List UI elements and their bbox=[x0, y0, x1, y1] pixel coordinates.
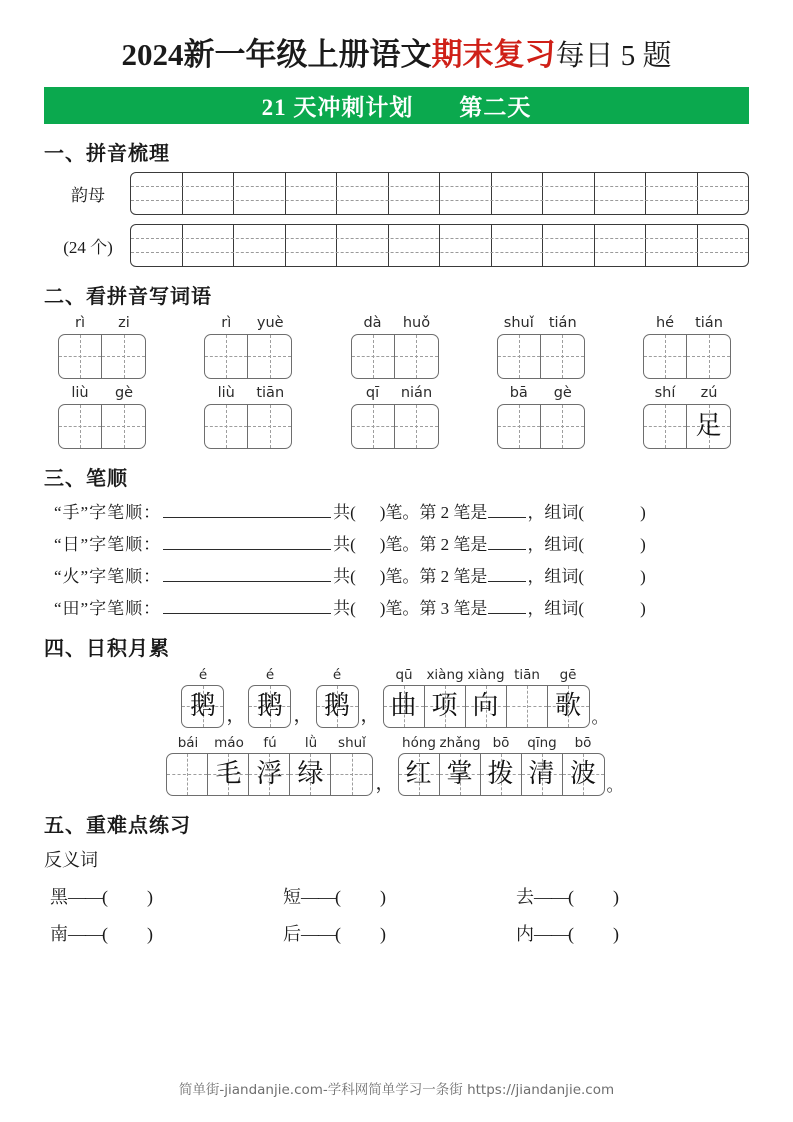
section1-heading: 一、拼音梳理 bbox=[44, 142, 170, 165]
stroke-order-char: “日”字笔顺： bbox=[54, 534, 162, 554]
antonym-item bbox=[50, 920, 283, 946]
tianzige-char: 项 bbox=[431, 691, 458, 721]
banner-plan-label: 21 天冲刺计划 bbox=[261, 94, 414, 120]
pinyin-annotation bbox=[643, 315, 731, 331]
tianzige-char: 足 bbox=[695, 411, 722, 441]
tianzige-cell[interactable] bbox=[481, 754, 522, 795]
pinyin-cell[interactable] bbox=[595, 173, 647, 214]
tianzige-cell[interactable] bbox=[399, 754, 440, 795]
title-highlight: 期末复习 bbox=[431, 37, 556, 72]
pinyin-cell[interactable] bbox=[646, 225, 698, 266]
pinyin-row-2 bbox=[46, 224, 749, 267]
pinyin-cell[interactable] bbox=[183, 173, 235, 214]
pinyin-syllable: hóng bbox=[402, 734, 436, 751]
antonym-word: 南 bbox=[50, 923, 68, 944]
section5-body bbox=[44, 883, 749, 946]
antonym-item bbox=[50, 883, 283, 909]
tianzige-cell[interactable] bbox=[425, 686, 466, 727]
pinyin-annotation bbox=[497, 315, 585, 331]
section3-heading: 三、笔顺 bbox=[44, 467, 128, 490]
antonym-close: ) bbox=[147, 923, 153, 944]
pinyin-syllable: xiàng bbox=[467, 666, 505, 683]
tianzige-cell[interactable] bbox=[644, 405, 687, 448]
pinyin-syllable: lǜ bbox=[304, 734, 318, 751]
tianzige-cell[interactable] bbox=[205, 405, 248, 448]
pinyin-syllable: hé bbox=[655, 314, 675, 331]
stroke-order-row bbox=[54, 530, 749, 555]
pinyin-annotation bbox=[58, 315, 146, 331]
plan-banner bbox=[44, 87, 749, 124]
tianzige-box[interactable] bbox=[497, 404, 585, 449]
stroke-order-row bbox=[54, 562, 749, 587]
tianzige-box[interactable] bbox=[204, 404, 292, 449]
pinyin-syllable: gē bbox=[559, 666, 577, 683]
pinyin-syllable: liù bbox=[217, 384, 235, 401]
word-writing-row bbox=[44, 315, 749, 379]
section2-body bbox=[44, 315, 749, 449]
poem-punctuation: 。 bbox=[606, 775, 624, 795]
stroke-order-row bbox=[54, 498, 749, 523]
tianzige-box[interactable] bbox=[248, 685, 291, 728]
tianzige-box[interactable] bbox=[398, 753, 605, 796]
pinyin-syllable: qī bbox=[365, 384, 380, 401]
pinyin-syllable: tián bbox=[695, 314, 723, 331]
pinyin-annotation bbox=[204, 315, 292, 331]
word-form-close: ) bbox=[640, 598, 646, 618]
pinyin-cell[interactable] bbox=[234, 173, 286, 214]
word-form-label: ，组词( bbox=[527, 502, 585, 522]
tianzige-box[interactable] bbox=[497, 334, 585, 379]
tianzige-box[interactable] bbox=[166, 753, 373, 796]
antonym-dash: ——( bbox=[534, 923, 573, 944]
stroke-answer-blank[interactable] bbox=[488, 537, 526, 550]
section2-heading: 二、看拼音写词语 bbox=[44, 285, 212, 308]
word-form-label: ，组词( bbox=[527, 534, 585, 554]
title-subject: 新一年级上册语文 bbox=[183, 37, 432, 72]
tianzige-char: 波 bbox=[569, 759, 596, 789]
pinyin-syllable: qīng bbox=[527, 734, 557, 751]
pinyin-cell[interactable] bbox=[492, 225, 544, 266]
tianzige-char: 鹅 bbox=[323, 691, 350, 721]
pinyin-grid-row1[interactable] bbox=[130, 172, 749, 215]
tianzige-box[interactable] bbox=[643, 334, 731, 379]
pinyin-annotation bbox=[167, 735, 372, 751]
tianzige-cell[interactable] bbox=[182, 686, 223, 727]
pinyin-label-yunmu: 韵母 bbox=[71, 185, 105, 205]
tianzige-char: 向 bbox=[472, 691, 499, 721]
tianzige-cell[interactable] bbox=[248, 405, 291, 448]
antonym-word: 黑 bbox=[50, 886, 68, 907]
stroke-index-label: )笔。第 2 笔是 bbox=[379, 566, 488, 586]
pinyin-cell[interactable] bbox=[131, 225, 183, 266]
antonym-word: 去 bbox=[516, 886, 534, 907]
pinyin-syllable: nián bbox=[400, 384, 433, 401]
poem-punctuation: ， bbox=[375, 772, 395, 794]
pinyin-syllable: bái bbox=[177, 734, 199, 751]
word-writing-item bbox=[497, 315, 585, 379]
tianzige-cell[interactable] bbox=[248, 335, 291, 378]
pinyin-syllable: bā bbox=[509, 384, 528, 401]
pinyin-annotation bbox=[497, 385, 585, 401]
tianzige-cell[interactable] bbox=[498, 335, 541, 378]
tianzige-char: 曲 bbox=[390, 691, 417, 721]
pinyin-syllable: gè bbox=[114, 384, 134, 401]
section3-body bbox=[44, 498, 749, 619]
pinyin-syllable: huǒ bbox=[402, 314, 431, 331]
tianzige-box[interactable] bbox=[351, 334, 439, 379]
pinyin-cell[interactable] bbox=[646, 173, 698, 214]
antonym-close: ) bbox=[380, 886, 386, 907]
section4-body bbox=[44, 667, 749, 796]
tianzige-cell[interactable] bbox=[687, 335, 730, 378]
word-writing-item bbox=[58, 385, 146, 449]
word-writing-row bbox=[44, 385, 749, 449]
pinyin-syllable: máo bbox=[214, 734, 244, 751]
pinyin-annotation bbox=[643, 385, 731, 401]
word-form-label: ，组词( bbox=[527, 598, 585, 618]
stroke-order-char: “火”字笔顺： bbox=[54, 566, 162, 586]
word-writing-item bbox=[643, 385, 731, 449]
tianzige-cell[interactable] bbox=[507, 686, 548, 727]
pinyin-syllable: shuǐ bbox=[503, 314, 534, 331]
tianzige-box[interactable] bbox=[181, 685, 224, 728]
pinyin-annotation bbox=[249, 667, 290, 683]
tianzige-char: 浮 bbox=[256, 759, 283, 789]
tianzige-char: 红 bbox=[405, 759, 432, 789]
pinyin-syllable: bō bbox=[574, 734, 592, 751]
pinyin-syllable: zi bbox=[118, 314, 130, 331]
antonym-dash: ——( bbox=[301, 923, 340, 944]
stroke-total-label: 共( bbox=[333, 598, 356, 618]
pinyin-syllable: xiàng bbox=[426, 666, 464, 683]
pinyin-cell[interactable] bbox=[131, 173, 183, 214]
antonym-row bbox=[50, 920, 749, 946]
tianzige-cell[interactable] bbox=[352, 405, 395, 448]
pinyin-syllable: tiān bbox=[514, 666, 540, 683]
pinyin-cell[interactable] bbox=[698, 225, 749, 266]
tianzige-cell[interactable] bbox=[395, 335, 438, 378]
pinyin-syllable: é bbox=[265, 666, 275, 683]
poem-punctuation: ， bbox=[360, 704, 380, 726]
pinyin-annotation bbox=[384, 667, 589, 683]
antonym-close: ) bbox=[613, 923, 619, 944]
stroke-order-blank[interactable] bbox=[163, 567, 331, 582]
stroke-answer-blank[interactable] bbox=[488, 505, 526, 518]
tianzige-cell[interactable] bbox=[541, 405, 584, 448]
antonym-close: ) bbox=[613, 886, 619, 907]
page-title bbox=[44, 36, 749, 75]
pinyin-syllable: rì bbox=[221, 314, 232, 331]
tianzige-cell[interactable] bbox=[167, 754, 208, 795]
tianzige-cell[interactable] bbox=[290, 754, 331, 795]
footer-watermark: 简单街-jiandanjie.com-学科网简单学习一条街 https://jiandanjie.com bbox=[178, 1082, 615, 1098]
tianzige-char: 鹅 bbox=[189, 691, 216, 721]
stroke-total-label: 共( bbox=[333, 566, 356, 586]
pinyin-syllable: shuǐ bbox=[338, 734, 366, 751]
word-form-label: ，组词( bbox=[527, 566, 585, 586]
tianzige-cell[interactable] bbox=[384, 686, 425, 727]
tianzige-cell[interactable] bbox=[466, 686, 507, 727]
tianzige-char: 绿 bbox=[297, 759, 324, 789]
pinyin-syllable: yuè bbox=[256, 314, 284, 331]
antonym-word: 后 bbox=[283, 923, 301, 944]
pinyin-label-count: (24 个) bbox=[63, 237, 113, 257]
tianzige-char: 毛 bbox=[215, 759, 242, 789]
tianzige-box[interactable] bbox=[204, 334, 292, 379]
poem-group bbox=[166, 735, 373, 796]
word-writing-item bbox=[351, 315, 439, 379]
stroke-order-char: “手”字笔顺： bbox=[54, 502, 162, 522]
pinyin-cell[interactable] bbox=[440, 173, 492, 214]
antonym-word: 内 bbox=[516, 923, 534, 944]
antonym-dash: ——( bbox=[301, 886, 340, 907]
stroke-answer-blank[interactable] bbox=[488, 569, 526, 582]
section1-body bbox=[46, 172, 749, 267]
tianzige-box[interactable] bbox=[351, 404, 439, 449]
tianzige-cell[interactable] bbox=[208, 754, 249, 795]
pinyin-cell[interactable] bbox=[492, 173, 544, 214]
tianzige-cell[interactable] bbox=[59, 335, 102, 378]
poem-line bbox=[44, 667, 749, 728]
tianzige-cell[interactable] bbox=[522, 754, 563, 795]
antonym-item bbox=[516, 883, 749, 909]
tianzige-cell[interactable] bbox=[249, 754, 290, 795]
pinyin-cell[interactable] bbox=[286, 173, 338, 214]
tianzige-box[interactable] bbox=[643, 404, 731, 449]
stroke-order-row bbox=[54, 594, 749, 619]
stroke-total-label: 共( bbox=[333, 502, 356, 522]
word-form-close: ) bbox=[640, 534, 646, 554]
pinyin-syllable: qū bbox=[395, 666, 413, 683]
word-writing-item bbox=[58, 315, 146, 379]
pinyin-annotation bbox=[399, 735, 604, 751]
antonym-item bbox=[283, 920, 516, 946]
tianzige-cell[interactable] bbox=[541, 335, 584, 378]
stroke-index-label: )笔。第 2 笔是 bbox=[379, 502, 488, 522]
word-form-close: ) bbox=[640, 502, 646, 522]
pinyin-annotation bbox=[317, 667, 358, 683]
antonym-close: ) bbox=[147, 886, 153, 907]
word-writing-item bbox=[497, 385, 585, 449]
pinyin-cell[interactable] bbox=[440, 225, 492, 266]
word-writing-item bbox=[204, 315, 292, 379]
poem-punctuation: ， bbox=[226, 704, 246, 726]
tianzige-char: 歌 bbox=[555, 691, 582, 721]
pinyin-cell[interactable] bbox=[698, 173, 749, 214]
antonym-word: 短 bbox=[283, 886, 301, 907]
tianzige-char: 鹅 bbox=[256, 691, 283, 721]
section4-heading: 四、日积月累 bbox=[44, 637, 170, 660]
pinyin-annotation bbox=[351, 315, 439, 331]
poem-group bbox=[248, 667, 291, 728]
pinyin-cell[interactable] bbox=[337, 225, 389, 266]
pinyin-cell[interactable] bbox=[337, 173, 389, 214]
pinyin-syllable: zú bbox=[700, 384, 718, 401]
banner-day-label: 第二天 bbox=[459, 94, 532, 120]
tianzige-cell[interactable] bbox=[102, 335, 145, 378]
antonym-dash: ——( bbox=[68, 886, 107, 907]
stroke-index-label: )笔。第 3 笔是 bbox=[379, 598, 488, 618]
tianzige-cell[interactable] bbox=[644, 335, 687, 378]
tianzige-cell[interactable] bbox=[563, 754, 604, 795]
pinyin-cell[interactable] bbox=[389, 225, 441, 266]
stroke-order-blank[interactable] bbox=[163, 599, 331, 614]
antonym-item bbox=[516, 920, 749, 946]
pinyin-syllable: bō bbox=[492, 734, 510, 751]
word-writing-item bbox=[351, 385, 439, 449]
tianzige-cell[interactable] bbox=[687, 405, 730, 448]
stroke-order-blank[interactable] bbox=[163, 535, 331, 550]
poem-punctuation: ， bbox=[293, 704, 313, 726]
section5-heading: 五、重难点练习 bbox=[44, 814, 191, 837]
poem-group bbox=[181, 667, 224, 728]
tianzige-cell[interactable] bbox=[317, 686, 358, 727]
tianzige-cell[interactable] bbox=[352, 335, 395, 378]
tianzige-cell[interactable] bbox=[102, 405, 145, 448]
tianzige-char: 拨 bbox=[487, 759, 514, 789]
pinyin-annotation bbox=[182, 667, 223, 683]
pinyin-syllable: fú bbox=[263, 734, 277, 751]
pinyin-syllable: shí bbox=[654, 384, 676, 401]
poem-line bbox=[44, 735, 749, 796]
pinyin-cell[interactable] bbox=[234, 225, 286, 266]
tianzige-char: 清 bbox=[528, 759, 555, 789]
pinyin-syllable: é bbox=[198, 666, 208, 683]
tianzige-cell[interactable] bbox=[395, 405, 438, 448]
tianzige-cell[interactable] bbox=[440, 754, 481, 795]
poem-group bbox=[383, 667, 590, 728]
pinyin-cell[interactable] bbox=[543, 225, 595, 266]
pinyin-annotation bbox=[204, 385, 292, 401]
pinyin-syllable: liù bbox=[71, 384, 89, 401]
pinyin-cell[interactable] bbox=[595, 225, 647, 266]
pinyin-cell[interactable] bbox=[543, 173, 595, 214]
tianzige-cell[interactable] bbox=[331, 754, 372, 795]
poem-group bbox=[316, 667, 359, 728]
tianzige-box[interactable] bbox=[383, 685, 590, 728]
title-year: 2024 bbox=[121, 37, 184, 72]
tianzige-cell[interactable] bbox=[59, 405, 102, 448]
pinyin-syllable: é bbox=[332, 666, 342, 683]
pinyin-syllable: tián bbox=[548, 314, 577, 331]
antonym-dash: ——( bbox=[68, 923, 107, 944]
pinyin-syllable: tiān bbox=[256, 384, 285, 401]
word-form-close: ) bbox=[640, 566, 646, 586]
section5-subheading: 反义词 bbox=[44, 849, 98, 870]
pinyin-cell[interactable] bbox=[286, 225, 338, 266]
tianzige-char: 掌 bbox=[446, 759, 473, 789]
tianzige-cell[interactable] bbox=[249, 686, 290, 727]
pinyin-cell[interactable] bbox=[183, 225, 235, 266]
tianzige-box[interactable] bbox=[316, 685, 359, 728]
tianzige-cell[interactable] bbox=[548, 686, 589, 727]
pinyin-annotation bbox=[351, 385, 439, 401]
pinyin-syllable: gè bbox=[553, 384, 572, 401]
stroke-answer-blank[interactable] bbox=[488, 601, 526, 614]
tianzige-cell[interactable] bbox=[205, 335, 248, 378]
pinyin-grid-row2[interactable] bbox=[130, 224, 749, 267]
pinyin-syllable: zhǎng bbox=[439, 734, 481, 751]
antonym-item bbox=[283, 883, 516, 909]
tianzige-box[interactable] bbox=[58, 404, 146, 449]
pinyin-annotation bbox=[58, 385, 146, 401]
pinyin-syllable: dà bbox=[363, 314, 382, 331]
word-writing-item bbox=[204, 385, 292, 449]
antonym-row bbox=[50, 883, 749, 909]
poem-group bbox=[398, 735, 605, 796]
pinyin-syllable: rì bbox=[75, 314, 85, 331]
antonym-dash: ——( bbox=[534, 886, 573, 907]
antonym-close: ) bbox=[380, 923, 386, 944]
stroke-order-blank[interactable] bbox=[163, 503, 331, 518]
stroke-order-char: “田”字笔顺： bbox=[54, 598, 162, 618]
stroke-index-label: )笔。第 2 笔是 bbox=[379, 534, 488, 554]
poem-punctuation: 。 bbox=[591, 707, 609, 727]
stroke-total-label: 共( bbox=[333, 534, 356, 554]
pinyin-cell[interactable] bbox=[389, 173, 441, 214]
tianzige-box[interactable] bbox=[58, 334, 146, 379]
tianzige-cell[interactable] bbox=[498, 405, 541, 448]
title-tail: 每日 5 题 bbox=[555, 40, 672, 72]
word-writing-item bbox=[643, 315, 731, 379]
pinyin-row-1 bbox=[46, 172, 749, 215]
